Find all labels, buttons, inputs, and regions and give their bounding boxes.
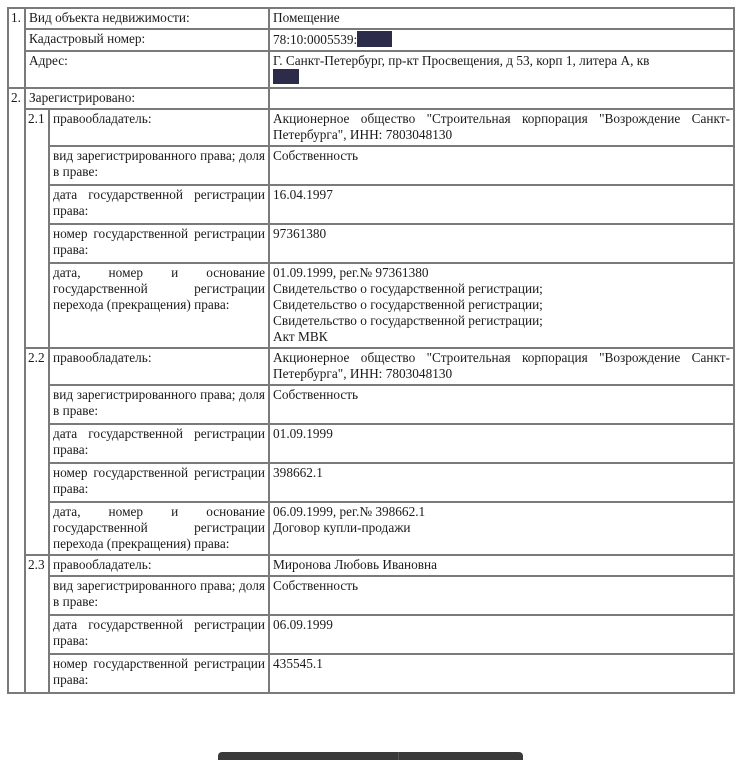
right-type-value: Собственность bbox=[269, 146, 734, 185]
toolbar-segment[interactable] bbox=[218, 752, 399, 760]
row-label: вид зарегистрированного права; доля в праве: bbox=[49, 576, 269, 615]
table-row bbox=[8, 88, 734, 109]
transfer-line: Свидетельство о государственной регистрации; bbox=[273, 313, 543, 328]
entry-number: 2.2 bbox=[25, 348, 49, 555]
table-row bbox=[8, 555, 734, 576]
cadastral-number-value bbox=[269, 29, 734, 51]
cadastral-number-text: 78:10:0005539: bbox=[273, 32, 358, 47]
row-label: дата, номер и основание государственной регистрации перехода (прекращения) права: bbox=[49, 502, 269, 555]
redaction-block bbox=[357, 31, 392, 47]
address-text: Г. Санкт-Петербург, пр-кт Просвещения, д 53, корп 1, литера А, кв bbox=[273, 53, 650, 68]
table-row bbox=[8, 8, 734, 29]
property-record-table bbox=[7, 7, 735, 694]
row-label: дата государственной регистрации права: bbox=[49, 185, 269, 224]
registration-date-value: 01.09.1999 bbox=[269, 424, 734, 463]
transfer-line: Акт МВК bbox=[273, 329, 328, 344]
row-label: вид зарегистрированного права; доля в праве: bbox=[49, 385, 269, 424]
transfer-line: 06.09.1999, рег.№ 398662.1 bbox=[273, 504, 426, 519]
transfer-line: Договор купли-продажи bbox=[273, 520, 411, 535]
row-label: дата государственной регистрации права: bbox=[49, 424, 269, 463]
registration-number-value: 435545.1 bbox=[269, 654, 734, 693]
table-row bbox=[8, 29, 734, 51]
row-label: дата государственной регистрации права: bbox=[49, 615, 269, 654]
registration-date-value: 16.04.1997 bbox=[269, 185, 734, 224]
transfer-line: 01.09.1999, рег.№ 97361380 bbox=[273, 265, 429, 280]
right-holder-value: Акционерное общество "Строительная корпорация "Возрождение Санкт-Петербурга", ИНН: 7803048130 bbox=[269, 109, 734, 146]
redaction-block bbox=[273, 69, 299, 84]
entry-number: 2.3 bbox=[25, 555, 49, 693]
table-row bbox=[8, 185, 734, 224]
table-row bbox=[8, 348, 734, 385]
viewer-toolbar[interactable] bbox=[218, 752, 523, 760]
toolbar-segment[interactable] bbox=[399, 752, 523, 760]
empty-cell bbox=[269, 88, 734, 109]
transfer-basis-value bbox=[269, 263, 734, 348]
table-row bbox=[8, 576, 734, 615]
row-label: Адрес: bbox=[25, 51, 269, 88]
table-row bbox=[8, 385, 734, 424]
row-label: Вид объекта недвижимости: bbox=[25, 8, 269, 29]
right-type-value: Собственность bbox=[269, 576, 734, 615]
table-row bbox=[8, 51, 734, 88]
table-row bbox=[8, 463, 734, 502]
row-label: правообладатель: bbox=[49, 555, 269, 576]
table-row bbox=[8, 502, 734, 555]
object-type-value: Помещение bbox=[269, 8, 734, 29]
row-label: номер государственной регистрации права: bbox=[49, 654, 269, 693]
table-row bbox=[8, 424, 734, 463]
section-number: 2. bbox=[8, 88, 25, 693]
table-row bbox=[8, 224, 734, 263]
row-label: Кадастровый номер: bbox=[25, 29, 269, 51]
table-row bbox=[8, 146, 734, 185]
table-row bbox=[8, 109, 734, 146]
right-holder-value: Акционерное общество "Строительная корпорация "Возрождение Санкт-Петербурга", ИНН: 7803048130 bbox=[269, 348, 734, 385]
table-row bbox=[8, 654, 734, 693]
right-type-value: Собственность bbox=[269, 385, 734, 424]
row-label: номер государственной регистрации права: bbox=[49, 224, 269, 263]
row-label: дата, номер и основание государственной регистрации перехода (прекращения) права: bbox=[49, 263, 269, 348]
entry-number: 2.1 bbox=[25, 109, 49, 348]
row-label: правообладатель: bbox=[49, 109, 269, 146]
address-value bbox=[269, 51, 734, 88]
row-label: номер государственной регистрации права: bbox=[49, 463, 269, 502]
transfer-basis-value bbox=[269, 502, 734, 555]
transfer-line: Свидетельство о государственной регистрации; bbox=[273, 281, 543, 296]
table-row bbox=[8, 615, 734, 654]
registration-number-value: 398662.1 bbox=[269, 463, 734, 502]
row-label: правообладатель: bbox=[49, 348, 269, 385]
row-label: вид зарегистрированного права; доля в праве: bbox=[49, 146, 269, 185]
registration-number-value: 97361380 bbox=[269, 224, 734, 263]
section-title: Зарегистрировано: bbox=[25, 88, 269, 109]
table-row bbox=[8, 263, 734, 348]
registration-date-value: 06.09.1999 bbox=[269, 615, 734, 654]
right-holder-value: Миронова Любовь Ивановна bbox=[269, 555, 734, 576]
section-number: 1. bbox=[8, 8, 25, 88]
transfer-line: Свидетельство о государственной регистрации; bbox=[273, 297, 543, 312]
